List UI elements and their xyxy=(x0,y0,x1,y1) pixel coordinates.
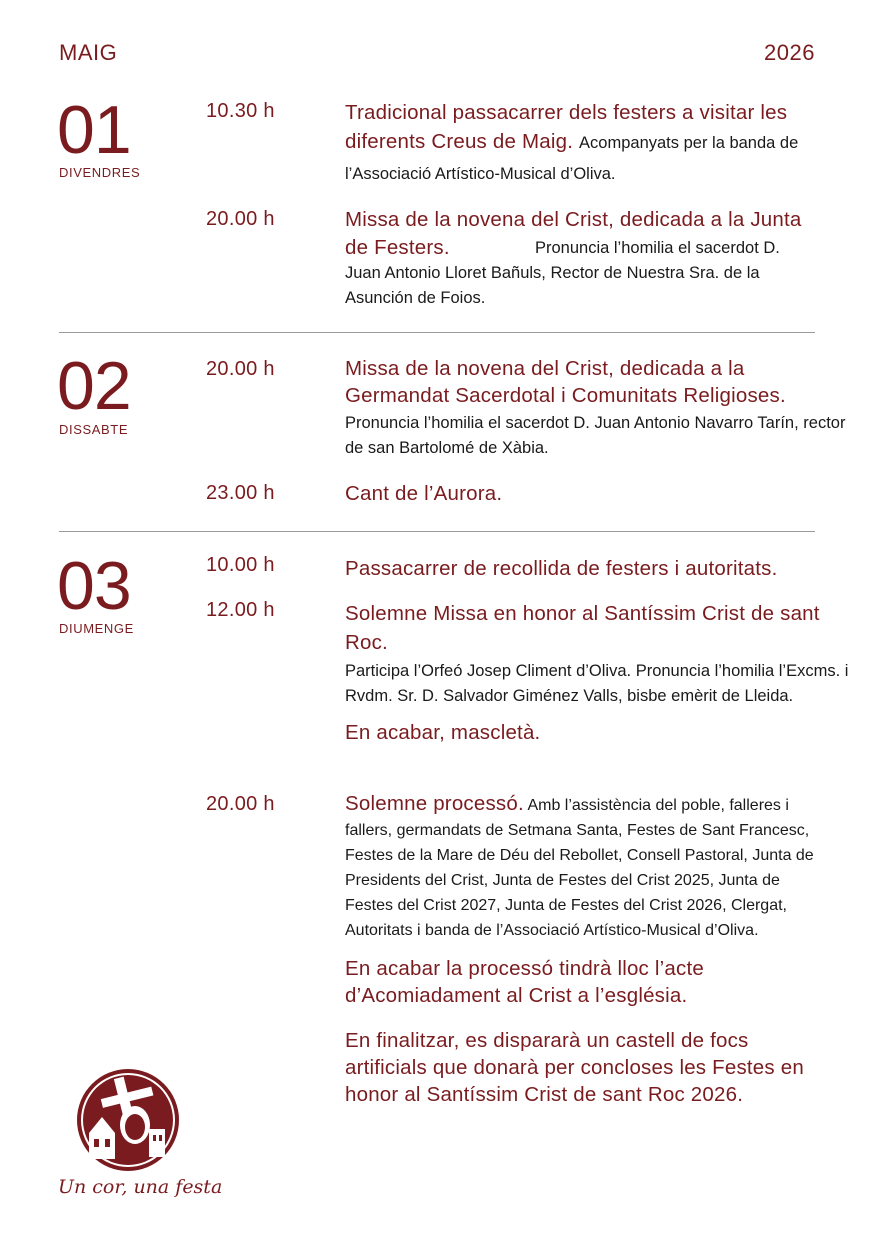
day-weekday: DIVENDRES xyxy=(59,165,141,180)
event-entry xyxy=(345,599,855,746)
day-weekday: DISSABTE xyxy=(59,422,129,437)
event-description: Acompanyats per la banda de l’Associació Artístico-Musical d’Oliva. xyxy=(345,134,799,183)
event-entry xyxy=(345,355,850,461)
event-time: 10.30 h xyxy=(206,100,275,122)
cross-christ-seal-icon xyxy=(75,1067,181,1173)
event-followup: En acabar, mascletà. xyxy=(345,721,541,744)
event-entry xyxy=(345,789,820,1108)
motto: Un cor, una festa xyxy=(58,1176,223,1198)
event-title: Cant de l’Aurora. xyxy=(345,482,503,505)
divider xyxy=(59,332,815,333)
event-time: 20.00 h xyxy=(206,358,275,380)
day-number: 02 xyxy=(57,348,131,424)
event-followup: En acabar la processó tindrà lloc l’acte d’Acomiadament al Crist a l’església. xyxy=(345,957,704,1007)
event-entry xyxy=(345,98,820,189)
month-label: MAIG xyxy=(59,40,118,65)
event-title: Solemne processó. xyxy=(345,792,524,815)
event-title: Missa de la novena del Crist, dedicada a la Germandat Sacerdotal i Comunitats Religioses. xyxy=(345,357,786,407)
event-time: 10.00 h xyxy=(206,554,275,576)
day-number: 03 xyxy=(57,548,131,624)
event-closing: En finalitzar, es dispararà un castell de focs artificials que donarà per concloses les Festes en honor al Santíssim Crist de sant Roc 2026. xyxy=(345,1029,804,1106)
day-weekday: DIUMENGE xyxy=(59,621,134,636)
event-title: Missa de la novena del Crist, dedicada a la Junta de Festers. xyxy=(345,208,802,259)
divider xyxy=(59,531,815,532)
day-number: 01 xyxy=(57,92,131,168)
event-time: 23.00 h xyxy=(206,482,275,504)
event-description: Participa l’Orfeó Josep Climent d’Oliva. Pronuncia l’homilia l’Excms. i Rvdm. Sr. D. Salvador Giménez Valls, bisbe emèrit de Lleida. xyxy=(345,662,849,705)
event-title: Tradicional passacarrer dels festers a visitar les diferents Creus de Maig. xyxy=(345,101,788,153)
event-description: Amb l’assistència del poble, falleres i fallers, germandats de Setmana Santa, Festes de Sant Francesc, Festes de la Mare de Déu del Rebollet, Consell Pastoral, Junta de Presidents del Crist, Junta de Festes del Crist 2025, Junta de Festes del Crist 2027, Junta de Festes del Crist 2026, Clergat, Autoritats i banda de l’Associació Artístico-Musical d’Oliva. xyxy=(345,797,814,939)
event-time: 12.00 h xyxy=(206,599,275,621)
event-entry xyxy=(345,479,845,508)
event-entry xyxy=(345,554,845,583)
event-title: Passacarrer de recollida de festers i autoritats. xyxy=(345,557,778,580)
year-label: 2026 xyxy=(764,40,815,65)
event-description: Pronuncia l’homilia el sacerdot D. Juan Antonio Lloret Bañuls, Rector de Nuestra Sra. de la Asunción de Foios. xyxy=(345,239,780,307)
event-entry xyxy=(345,206,815,311)
event-title: Solemne Missa en honor al Santíssim Crist de sant Roc. xyxy=(345,602,820,654)
event-time: 20.00 h xyxy=(206,208,275,230)
event-description: Pronuncia l’homilia el sacerdot D. Juan Antonio Navarro Tarín, rector de san Bartolomé de Xàbia. xyxy=(345,414,846,457)
event-time: 20.00 h xyxy=(206,793,275,815)
